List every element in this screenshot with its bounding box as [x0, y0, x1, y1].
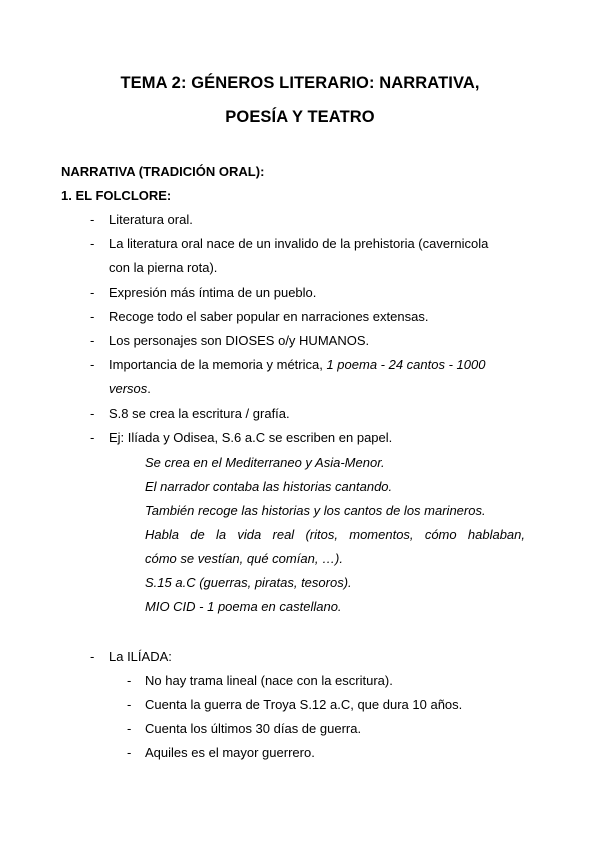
section-heading: NARRATIVA (TRADICIÓN ORAL):: [61, 164, 265, 179]
note-line: MIO CID - 1 poema en castellano.: [145, 599, 342, 614]
document-title-line-1: TEMA 2: GÉNEROS LITERARIO: NARRATIVA,: [120, 74, 480, 92]
bullet-item: Los personajes son DIOSES o/y HUMANOS.: [109, 333, 370, 348]
note-line: Se crea en el Mediterraneo y Asia-Menor.: [145, 455, 385, 470]
bullet-dash: -: [90, 285, 95, 300]
section-subheading: 1. EL FOLCLORE:: [61, 188, 172, 203]
sub-bullet-dash: -: [127, 721, 132, 736]
bullet-dash: -: [90, 236, 95, 251]
sub-bullet-dash: -: [127, 745, 132, 760]
bullet-dash: -: [90, 357, 95, 372]
bullet-item: Expresión más íntima de un pueblo.: [109, 285, 317, 300]
iliada-item: Cuenta los últimos 30 días de guerra.: [145, 721, 362, 736]
bullet-item: S.8 se crea la escritura / grafía.: [109, 406, 290, 421]
bullet-item-continuation: [109, 381, 151, 397]
note-line: El narrador contaba las historias cantando.: [145, 479, 393, 494]
bullet-item-text: Importancia de la memoria y métrica,: [109, 357, 327, 372]
note-line: S.15 a.C (guerras, piratas, tesoros).: [145, 575, 352, 590]
iliada-item: No hay trama lineal (nace con la escritura).: [145, 673, 393, 688]
bullet-item-emphasis: 1 poema - 24 cantos - 1000: [326, 357, 486, 372]
note-line: cómo se vestían, qué comían, …).: [145, 551, 343, 566]
bullet-item: Recoge todo el saber popular en narraciones extensas.: [109, 309, 429, 324]
bullet-item: Ej: Ilíada y Odisea, S.6 a.C se escriben en papel.: [109, 430, 393, 445]
bullet-item: La literatura oral nace de un invalido de la prehistoria (cavernicola: [109, 236, 489, 251]
sub-bullet-dash: -: [127, 673, 132, 688]
iliada-item: Aquiles es el mayor guerrero.: [145, 745, 315, 760]
bullet-dash: -: [90, 333, 95, 348]
bullet-item: [109, 357, 485, 373]
bullet-dash: -: [90, 406, 95, 421]
bullet-dash: -: [90, 309, 95, 324]
iliada-item: Cuenta la guerra de Troya S.12 a.C, que dura 10 años.: [145, 697, 463, 712]
iliada-label: La ILÍADA:: [109, 649, 172, 664]
document-title-line-2: POESÍA Y TEATRO: [225, 108, 375, 126]
bullet-item: Literatura oral.: [109, 212, 193, 227]
sub-bullet-dash: -: [127, 697, 132, 712]
note-line: También recoge las historias y los cantos de los marineros.: [145, 503, 486, 518]
bullet-dash: -: [90, 649, 95, 664]
bullet-dash: -: [90, 212, 95, 227]
bullet-item-text: .: [147, 381, 151, 396]
note-line: Habla de la vida real (ritos, momentos, cómo hablaban,: [145, 527, 525, 542]
bullet-item-emphasis: versos: [109, 381, 148, 396]
bullet-dash: -: [90, 430, 95, 445]
bullet-item-continuation: con la pierna rota).: [109, 260, 218, 275]
